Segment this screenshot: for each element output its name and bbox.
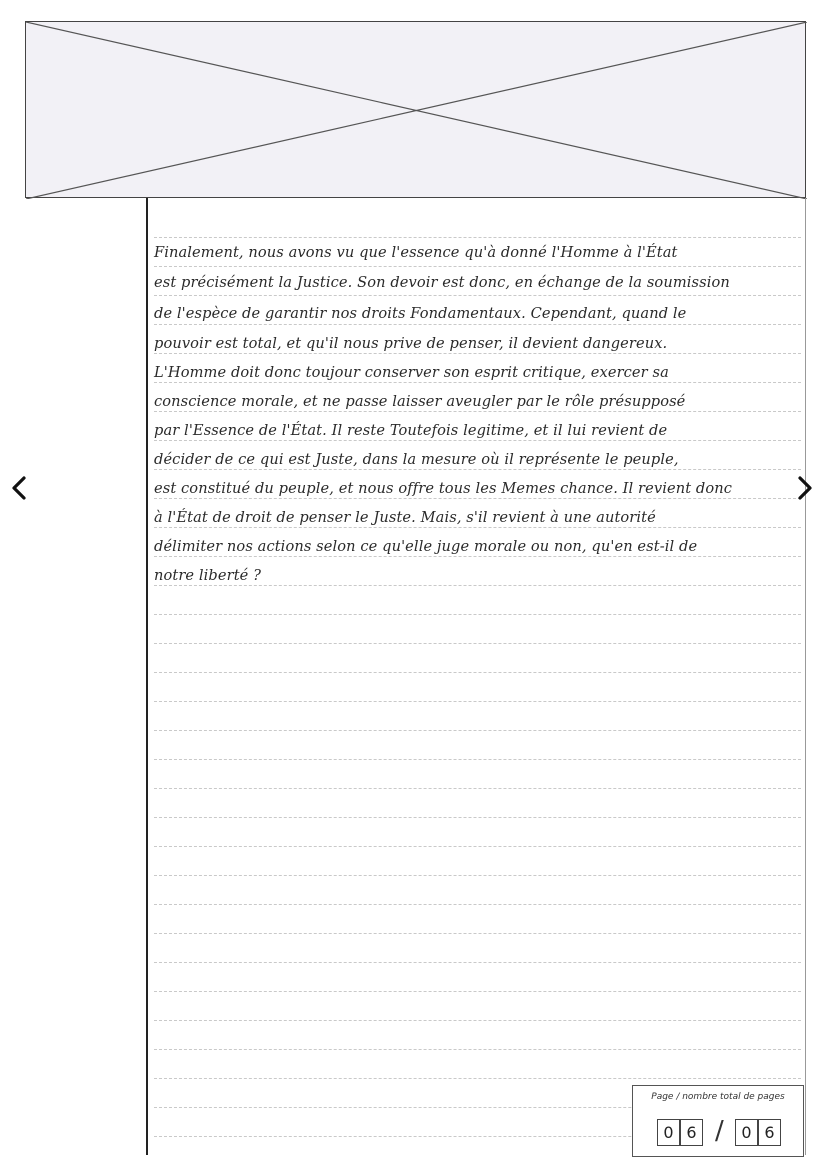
- handwritten-line: délimiter nos actions selon ce qu'elle juge morale ou non, qu'en est-il de: [154, 538, 698, 555]
- handwritten-line: est constitué du peuple, et nous offre tous les Memes chance. Il revient donc: [154, 480, 733, 497]
- ruled-line: [154, 643, 801, 644]
- handwritten-line: est précisément la Justice. Son devoir est donc, en échange de la soumission: [154, 274, 730, 291]
- ruled-line: [154, 1049, 801, 1050]
- ruled-line: [154, 904, 801, 905]
- handwritten-line: conscience morale, et ne passe laisser aveugler par le rôle présupposé: [154, 393, 686, 410]
- cross-lines: [26, 22, 807, 199]
- chevron-left-icon: [10, 474, 28, 502]
- ruled-line: [154, 672, 801, 673]
- handwritten-line: pouvoir est total, et qu'il nous prive de penser, il devient dangereux.: [154, 335, 668, 352]
- page-counter-box: [632, 1085, 804, 1157]
- handwritten-line: notre liberté ?: [154, 567, 262, 584]
- ruled-line: [154, 817, 801, 818]
- total-pages-digit: 6: [758, 1119, 781, 1146]
- header-placeholder-box: [25, 21, 806, 198]
- ruled-line: [154, 933, 801, 934]
- ruled-line: [154, 498, 801, 499]
- previous-page-button[interactable]: [4, 470, 34, 506]
- ruled-line: [154, 875, 801, 876]
- ruled-line: [154, 788, 801, 789]
- ruled-line: [154, 469, 801, 470]
- next-page-button[interactable]: [790, 470, 820, 506]
- ruled-line: [154, 411, 801, 412]
- ruled-line: [154, 1078, 801, 1079]
- handwritten-line: à l'État de droit de penser le Juste. Mais, s'il revient à une autorité: [154, 509, 656, 526]
- ruled-line: [154, 266, 801, 267]
- ruled-line: [154, 353, 801, 354]
- ruled-line: [154, 237, 801, 238]
- ruled-line: [154, 382, 801, 383]
- ruled-line: [154, 730, 801, 731]
- ruled-line: [154, 585, 801, 586]
- handwritten-line: décider de ce qui est Juste, dans la mesure où il représente le peuple,: [154, 451, 679, 468]
- ruled-line: [154, 556, 801, 557]
- ruled-line: [154, 962, 801, 963]
- ruled-line: [154, 295, 801, 296]
- current-page-digit: 0: [657, 1119, 680, 1146]
- ruled-line: [154, 759, 801, 760]
- chevron-right-icon: [796, 474, 814, 502]
- ruled-line: [154, 324, 801, 325]
- current-page-digit: 6: [680, 1119, 703, 1146]
- page-separator: /: [715, 1116, 724, 1146]
- handwritten-line: L'Homme doit donc toujour conserver son esprit critique, exercer sa: [154, 364, 669, 381]
- ruled-line: [154, 701, 801, 702]
- ruled-line: [154, 991, 801, 992]
- total-pages-digit: 0: [735, 1119, 758, 1146]
- answer-sheet: [146, 198, 806, 1155]
- ruled-line: [154, 440, 801, 441]
- ruled-line: [154, 614, 801, 615]
- ruled-line: [154, 527, 801, 528]
- handwritten-line: Finalement, nous avons vu que l'essence qu'à donné l'Homme à l'État: [154, 244, 678, 261]
- handwritten-line: par l'Essence de l'État. Il reste Toutefois legitime, et il lui revient de: [154, 422, 668, 439]
- ruled-line: [154, 1020, 801, 1021]
- handwritten-line: de l'espèce de garantir nos droits Fondamentaux. Cependant, quand le: [154, 305, 687, 322]
- ruled-line: [154, 846, 801, 847]
- page-counter-label: Page / nombre total de pages: [651, 1092, 785, 1102]
